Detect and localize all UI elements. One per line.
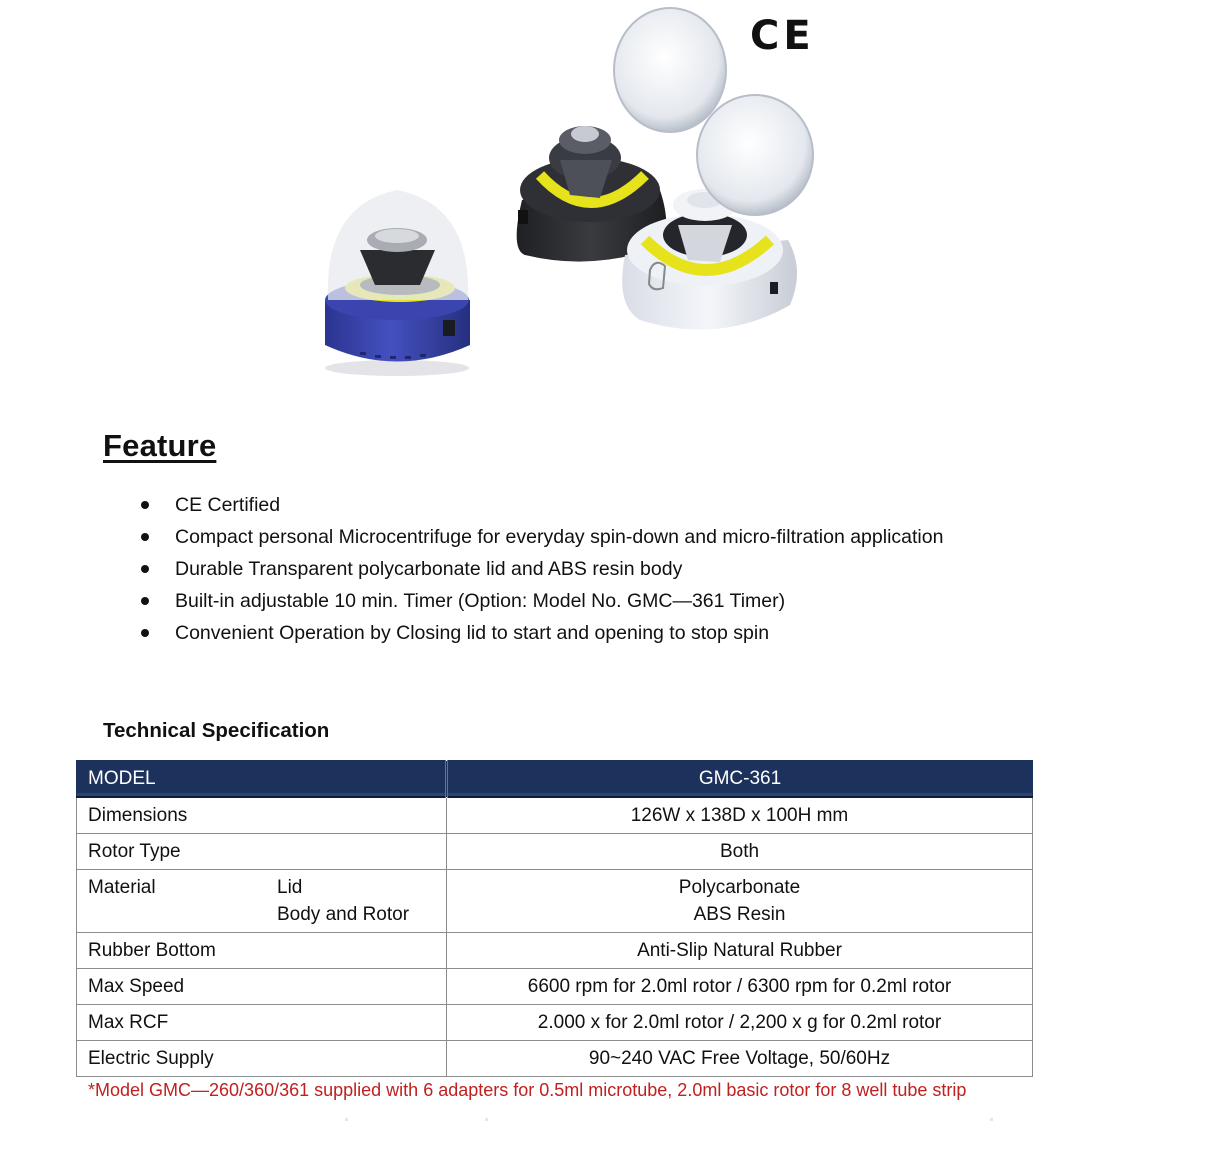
spec-table [76,760,1033,1077]
feature-item [0,553,943,585]
spec-value: 126W x 138D x 100H mm [447,797,1033,834]
spec-label: Max RCF [77,1005,447,1041]
spec-label: Material [88,877,156,898]
lid-open-front-icon [697,95,813,215]
feature-item [0,489,943,521]
model-header: MODEL [77,761,447,798]
model-value-header: GMC-361 [447,761,1033,798]
centrifuge-blue-icon [325,190,470,376]
feature-list [0,489,943,649]
feature-item [0,617,943,649]
bullet-icon [141,533,149,541]
spec-label: Rotor Type [77,834,447,870]
product-image [300,0,850,400]
scan-artifact [485,1118,488,1121]
scan-artifact [345,1118,348,1121]
spec-sublabel-lid: Lid [277,877,303,898]
spec-row-material [77,870,1033,933]
spec-row [77,1005,1033,1041]
spec-label: Dimensions [77,797,447,834]
feature-text: CE Certified [175,494,281,516]
spec-row [77,969,1033,1005]
spec-value: 90~240 VAC Free Voltage, 50/60Hz [447,1041,1033,1077]
spec-row [77,933,1033,969]
spec-sublabel-body: Body and Rotor [277,904,410,925]
spec-value-lid: Polycarbonate [678,877,801,898]
spec-label: Electric Supply [77,1041,447,1077]
feature-text: Convenient Operation by Closing lid to start and opening to stop spin [175,622,770,644]
spec-value: 2.000 x for 2.0ml rotor / 2,200 x g for 0.2ml rotor [447,1005,1033,1041]
bullet-icon [141,565,149,573]
scan-artifact [990,1118,993,1121]
bullet-icon [141,629,149,637]
feature-text: Compact personal Microcentrifuge for everyday spin-down and micro-filtration application [175,526,944,548]
spec-row [77,1041,1033,1077]
feature-item [0,585,943,617]
feature-text: Durable Transparent polycarbonate lid and ABS resin body [175,558,683,580]
lid-open-back-icon [614,8,726,132]
spec-heading: Technical Specification [103,719,330,742]
spec-label: Rubber Bottom [77,933,447,969]
spec-header-row [77,761,1033,798]
spec-label: Max Speed [77,969,447,1005]
spec-row [77,797,1033,834]
spec-row [77,834,1033,870]
feature-item [0,521,943,553]
spec-value: Anti-Slip Natural Rubber [447,933,1033,969]
feature-text: Built-in adjustable 10 min. Timer (Option: Model No. GMC—361 Timer) [175,590,786,612]
spec-value-body: ABS Resin [693,904,786,925]
bullet-icon [141,597,149,605]
spec-label-cell [77,870,447,933]
feature-heading: Feature [103,428,217,463]
bullet-icon [141,501,149,509]
spec-value: Both [447,834,1033,870]
spec-footnote: *Model GMC—260/360/361 supplied with 6 adapters for 0.5ml microtube, 2.0ml basic rotor for 8 well tube strip [88,1080,967,1100]
spec-value-cell [447,870,1033,933]
ce-mark-icon: CE [750,13,815,59]
spec-value: 6600 rpm for 2.0ml rotor / 6300 rpm for 0.2ml rotor [447,969,1033,1005]
